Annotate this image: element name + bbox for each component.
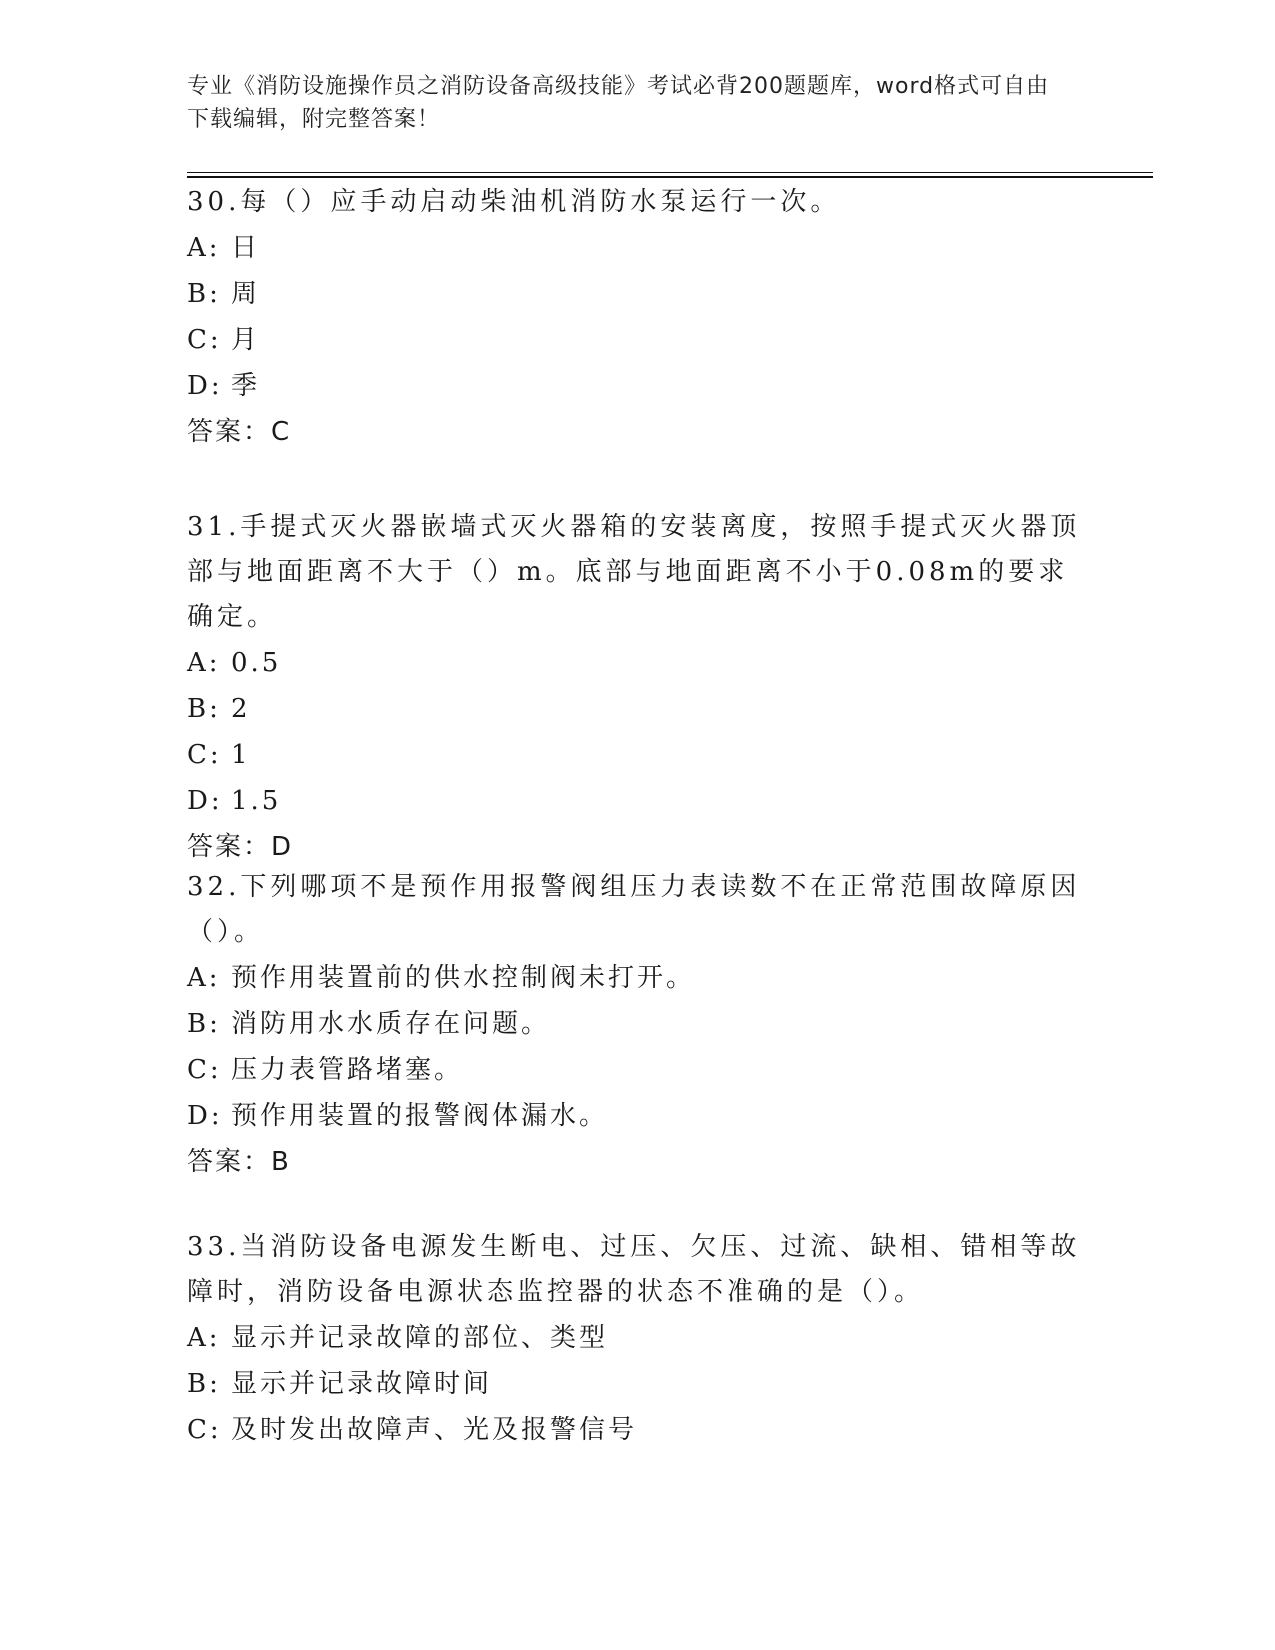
option-text: 及时发出故障声、光及报警信号 <box>231 1415 638 1445</box>
option-a <box>187 640 1087 686</box>
question-stem: 31.手提式灭火器嵌墙式灭火器箱的安装离度，按照手提式灭火器顶部与地面距离不大于（）m。底部与地面距离不小于0.08m的要求确定。 <box>187 512 1081 632</box>
option-d <box>187 1093 1087 1139</box>
option-text: 预作用装置的报警阀体漏水。 <box>231 1101 609 1131</box>
option-c <box>187 732 1087 778</box>
option-key: B: <box>187 279 221 309</box>
option-text: 2 <box>231 694 251 724</box>
question-stem: 30.每（）应手动启动柴油机消防水泵运行一次。 <box>187 187 841 217</box>
answer-line: 答案：B <box>187 1147 291 1177</box>
question-31 <box>187 505 1087 870</box>
option-key: C: <box>187 740 222 770</box>
option-d <box>187 778 1087 824</box>
option-key: D: <box>187 786 223 816</box>
option-a <box>187 1315 1087 1361</box>
option-text: 季 <box>231 371 261 401</box>
option-key: A: <box>187 648 221 678</box>
header-divider-thin <box>187 172 1153 173</box>
option-text: 1.5 <box>231 786 282 816</box>
question-30 <box>187 180 1087 455</box>
option-text: 月 <box>231 325 261 355</box>
document-header: 专业《消防设施操作员之消防设备高级技能》考试必背200题题库，word格式可自由下载编辑，附完整答案！ <box>187 74 1050 132</box>
answer-line: 答案：D <box>187 832 294 862</box>
option-c <box>187 317 1087 363</box>
option-b <box>187 686 1087 732</box>
option-b <box>187 271 1087 317</box>
option-key: A: <box>187 963 221 993</box>
option-key: A: <box>187 233 221 263</box>
option-a <box>187 225 1087 271</box>
question-stem: 33.当消防设备电源发生断电、过压、欠压、过流、缺相、错相等故障时，消防设备电源状态监控器的状态不准确的是（）。 <box>187 1232 1081 1307</box>
question-32 <box>187 865 1087 1185</box>
question-stem: 32.下列哪项不是预作用报警阀组压力表读数不在正常范围故障原因（）。 <box>187 872 1081 947</box>
option-key: C: <box>187 1055 222 1085</box>
answer-line: 答案：C <box>187 417 292 447</box>
option-text: 压力表管路堵塞。 <box>231 1055 464 1085</box>
option-key: B: <box>187 1009 221 1039</box>
option-text: 1 <box>231 740 251 770</box>
option-text: 0.5 <box>231 648 282 678</box>
option-key: D: <box>187 371 223 401</box>
option-key: A: <box>187 1323 221 1353</box>
option-text: 显示并记录故障时间 <box>231 1369 493 1399</box>
option-key: D: <box>187 1101 223 1131</box>
option-key: C: <box>187 325 222 355</box>
option-d <box>187 363 1087 409</box>
option-text: 日 <box>231 233 261 263</box>
option-c <box>187 1407 1087 1453</box>
header-divider-thick <box>187 176 1153 178</box>
option-a <box>187 955 1087 1001</box>
option-text: 显示并记录故障的部位、类型 <box>231 1323 609 1353</box>
option-text: 预作用装置前的供水控制阀未打开。 <box>231 963 696 993</box>
option-key: B: <box>187 1369 221 1399</box>
option-b <box>187 1001 1087 1047</box>
option-key: B: <box>187 694 221 724</box>
option-text: 消防用水水质存在问题。 <box>231 1009 551 1039</box>
option-key: C: <box>187 1415 222 1445</box>
question-33 <box>187 1225 1087 1453</box>
option-text: 周 <box>231 279 261 309</box>
option-b <box>187 1361 1087 1407</box>
option-c <box>187 1047 1087 1093</box>
